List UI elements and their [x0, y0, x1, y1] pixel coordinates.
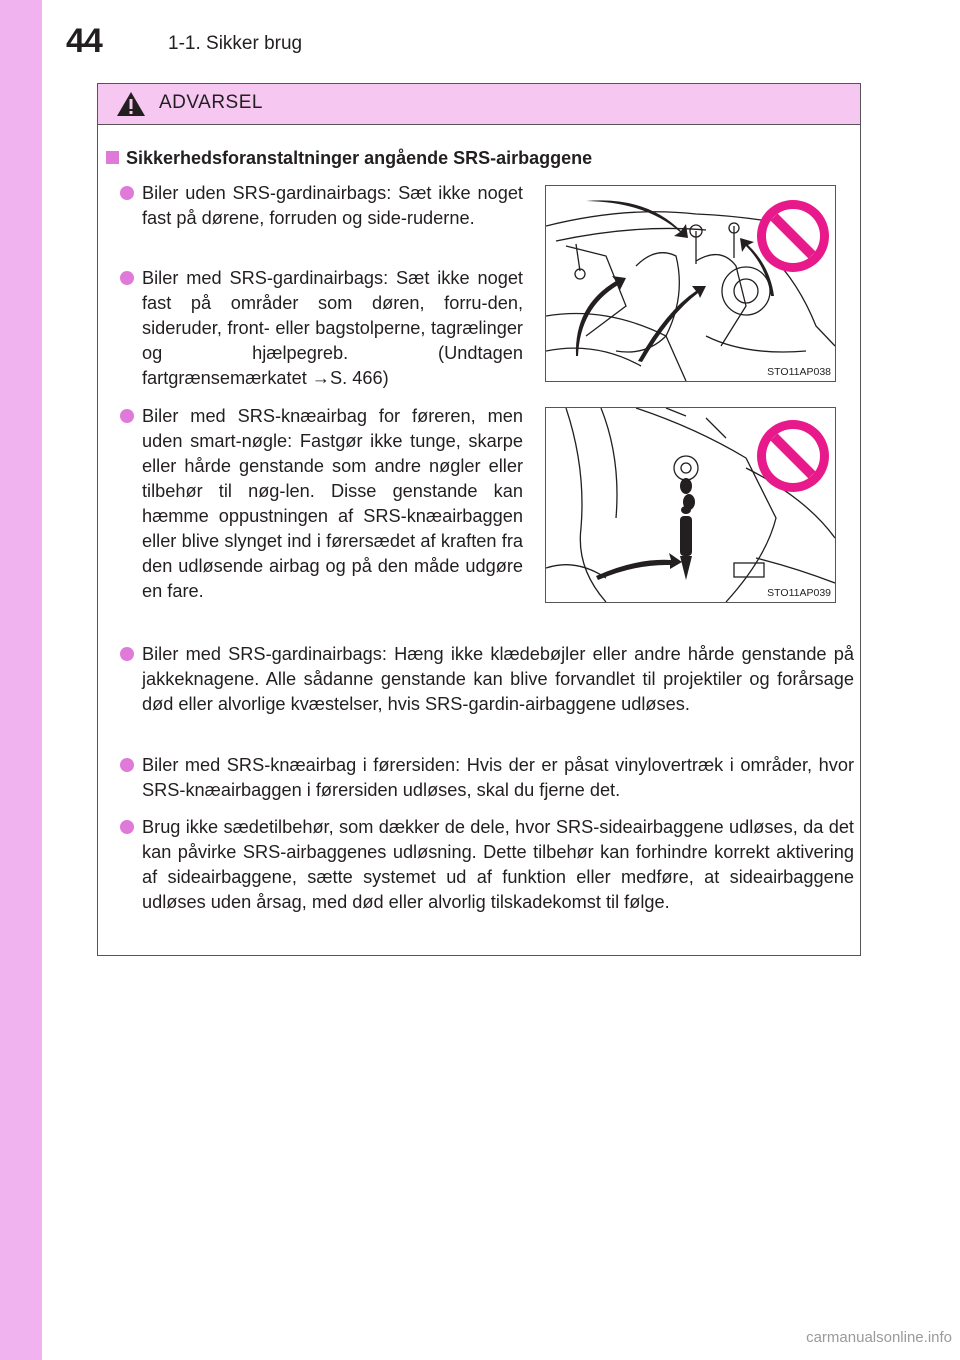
figure-label: STO11AP039	[767, 587, 831, 599]
list-item-text: Biler med SRS-knæairbag for føreren, men uden smart-nøgle: Fastgør ikke tunge, skarpe eller hårde genstande som andre nøgler eller tilbehør til nøg-len. Disse genstande kan hæmme oppustningen af SRS-knæairbaggen eller blive slynget ind i førersædet af kraften fra den udløsende airbag og på den måde udgøre en fare.	[142, 406, 523, 601]
list-item-text: Biler med SRS-gardinairbags: Sæt ikke noget fast på områder som døren, forru-den, sideruder, front- eller bagstolperne, tagrælinger og hjælpegreb. (Undtagen fartgrænsemærkatet →S. 466)	[142, 268, 523, 388]
list-item	[142, 404, 523, 604]
bullet-icon	[120, 820, 134, 834]
warning-header	[98, 84, 860, 125]
list-item-text: Biler uden SRS-gardinairbags: Sæt ikke noget fast på dørene, forruden og side-ruderne.	[142, 183, 523, 228]
figure-interior-roof	[545, 185, 836, 382]
figure-label: STO11AP038	[767, 366, 831, 378]
figure-key-ignition	[545, 407, 836, 603]
ignition-key-illustration	[546, 408, 835, 602]
list-item-text: Biler med SRS-knæairbag i førersiden: Hvis der er påsat vinylovertræk i områder, hvor SRS-knæairbaggen i førersiden udløses, skal du fjerne det.	[142, 755, 854, 800]
list-item-text: Biler med SRS-gardinairbags: Hæng ikke klædebøjler eller andre hårde genstande på jakkeknagene. Alle sådanne genstande kan blive forvandlet til projektiler og forårsage død eller alvorlige kvæstelser, hvis SRS-gardin-airbaggene udløses.	[142, 644, 854, 714]
list-item	[142, 753, 854, 803]
list-item-text: Brug ikke sædetilbehør, som dækker de dele, hvor SRS-sideairbaggene udløses, da det kan påvirke SRS-airbaggenes udløsning. Dette tilbehør kan forhindre korrekt aktivering af sideairbaggene, sætte systemet ud af funktion eller medføre, at sideairbaggene udløses uden årsag, med død eller alvorlig tilskadekomst til følge.	[142, 817, 854, 912]
bullet-icon	[120, 271, 134, 285]
bullet-icon	[120, 758, 134, 772]
page-sidebar-tab	[0, 0, 42, 1360]
warning-box	[97, 83, 861, 956]
list-item	[142, 642, 854, 717]
list-item	[142, 815, 854, 915]
square-bullet-icon	[106, 151, 119, 164]
section-title: 1-1. Sikker brug	[168, 33, 303, 54]
bullet-icon	[120, 409, 134, 423]
warning-heading-text: Sikkerhedsforanstaltninger angående SRS-airbaggene	[126, 148, 593, 168]
warning-triangle-icon	[116, 91, 146, 117]
list-item	[142, 181, 523, 231]
footer-watermark: carmanualsonline.info	[806, 1329, 952, 1346]
car-interior-illustration	[546, 186, 835, 381]
bullet-icon	[120, 186, 134, 200]
page-number: 44	[66, 22, 102, 60]
list-item	[142, 266, 523, 391]
bullet-icon	[120, 647, 134, 661]
warning-label: ADVARSEL	[159, 92, 263, 113]
warning-heading	[106, 148, 592, 169]
